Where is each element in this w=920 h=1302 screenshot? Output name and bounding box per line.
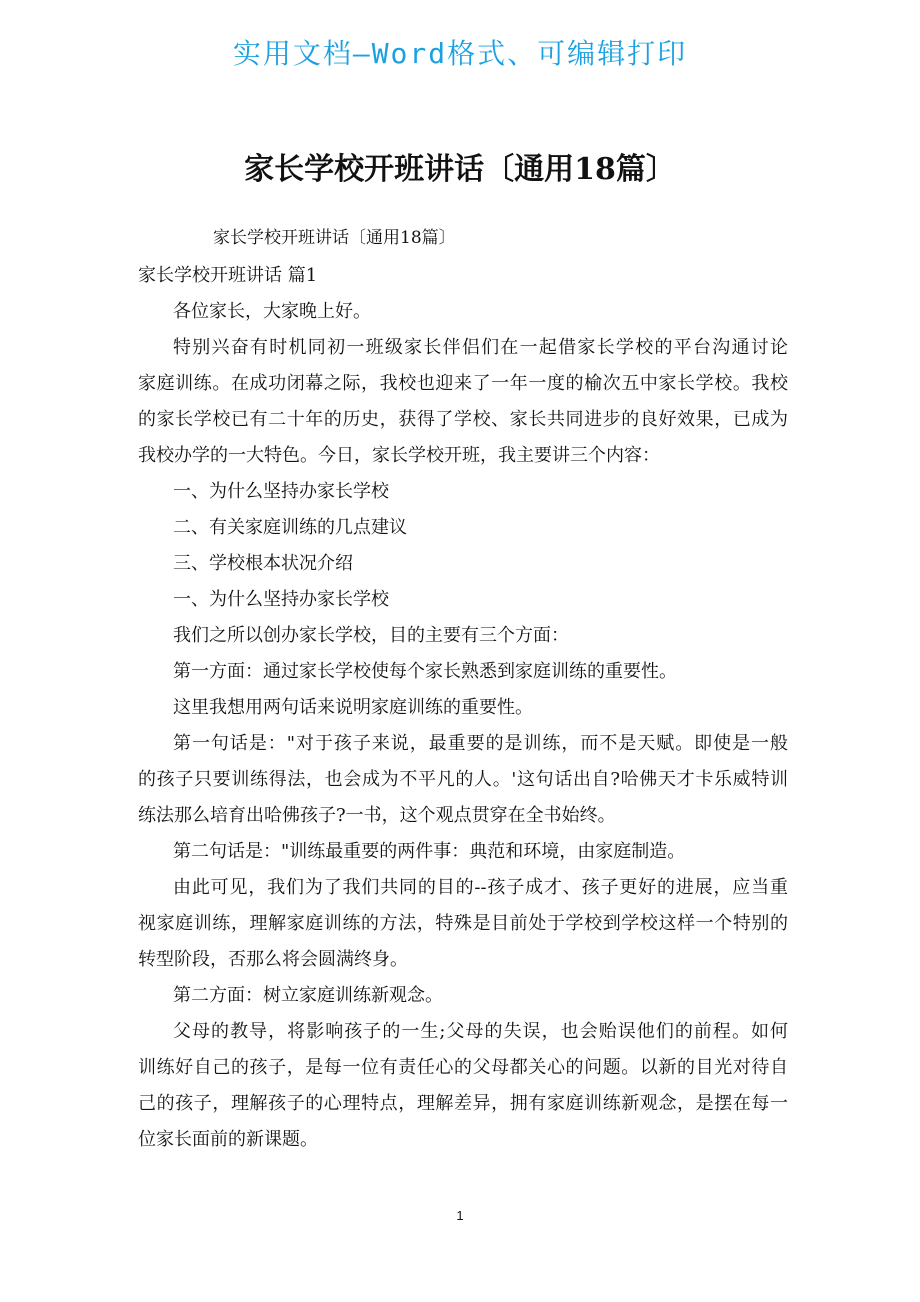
paragraph-line: 位家长面前的新课题。 <box>138 1129 318 1150</box>
paragraph-line: 第一方面：通过家长学校使每个家长熟悉到家庭训练的重要性。 <box>173 661 677 682</box>
paragraph-line: 家庭训练。在成功闭幕之际，我校也迎来了一年一度的榆次五中家长学校。我校 <box>138 373 788 394</box>
paragraph-line: 视家庭训练，理解家庭训练的方法，特殊是目前处于学校到学校这样一个特别的 <box>138 913 788 934</box>
document-subtitle: 家长学校开班讲话〔通用18篇〕 <box>213 228 456 248</box>
paragraph <box>138 474 788 510</box>
paragraph-line: 三、学校根本状况介绍 <box>173 553 353 574</box>
paragraph <box>138 870 788 978</box>
paragraph <box>138 654 788 690</box>
paragraph <box>138 546 788 582</box>
document-title: 家长学校开班讲话〔通用18篇〕 <box>244 152 676 187</box>
paragraph-line: 这里我想用两句话来说明家庭训练的重要性。 <box>173 697 533 718</box>
paragraph <box>138 618 788 654</box>
document-body <box>138 258 788 1158</box>
paragraph <box>138 582 788 618</box>
paragraph-line: 特别兴奋有时机同初一班级家长伴侣们在一起借家长学校的平台沟通讨论 <box>173 337 788 358</box>
paragraph-line: 一、为什么坚持办家长学校 <box>173 589 389 610</box>
paragraph <box>138 294 788 330</box>
paragraph-line: 第二方面：树立家庭训练新观念。 <box>173 985 443 1006</box>
paragraph-line: 第一句话是："对于孩子来说，最重要的是训练，而不是天赋。即使是一般 <box>173 733 788 754</box>
paragraph-line: 二、有关家庭训练的几点建议 <box>173 517 407 538</box>
paragraph-line: 我校办学的一大特色。今日，家长学校开班，我主要讲三个内容： <box>138 445 660 466</box>
paragraph <box>138 978 788 1014</box>
paragraphs <box>138 294 788 1158</box>
paragraph <box>138 330 788 474</box>
paragraph <box>138 510 788 546</box>
paragraph-line: 练法那么培育出哈佛孩子?一书，这个观点贯穿在全书始终。 <box>138 805 616 826</box>
paragraph-line: 各位家长，大家晚上好。 <box>173 301 371 322</box>
paragraph-line: 父母的教导，将影响孩子的一生;父母的失误，也会贻误他们的前程。如何 <box>173 1021 788 1042</box>
paragraph-line: 由此可见，我们为了我们共同的目的--孩子成才、孩子更好的进展，应当重 <box>173 877 788 898</box>
paragraph-line: 转型阶段，否那么将会圆满终身。 <box>138 949 408 970</box>
section-heading: 家长学校开班讲话 篇1 <box>138 265 318 286</box>
paragraph-line: 一、为什么坚持办家长学校 <box>173 481 389 502</box>
paragraph-line: 己的孩子，理解孩子的心理特点，理解差异，拥有家庭训练新观念，是摆在每一 <box>138 1093 788 1114</box>
paragraph <box>138 726 788 834</box>
paragraph <box>138 1014 788 1158</box>
paragraph-line: 第二句话是："训练最重要的两件事：典范和环境，由家庭制造。 <box>173 841 686 862</box>
page-number: 1 <box>456 1208 464 1223</box>
paragraph-line: 我们之所以创办家长学校，目的主要有三个方面： <box>173 625 569 646</box>
paragraph-line: 的孩子只要训练得法，也会成为不平凡的人。'这句话出自?哈佛天才卡乐威特训 <box>138 769 788 790</box>
paragraph <box>138 834 788 870</box>
paragraph <box>138 690 788 726</box>
paragraph-line: 训练好自己的孩子，是每一位有责任心的父母都关心的问题。以新的目光对待自 <box>138 1057 788 1078</box>
paragraph-line: 的家长学校已有二十年的历史，获得了学校、家长共同进步的良好效果，已成为 <box>138 409 788 430</box>
document-banner: 实用文档—Word格式、可编辑打印 <box>232 37 688 70</box>
